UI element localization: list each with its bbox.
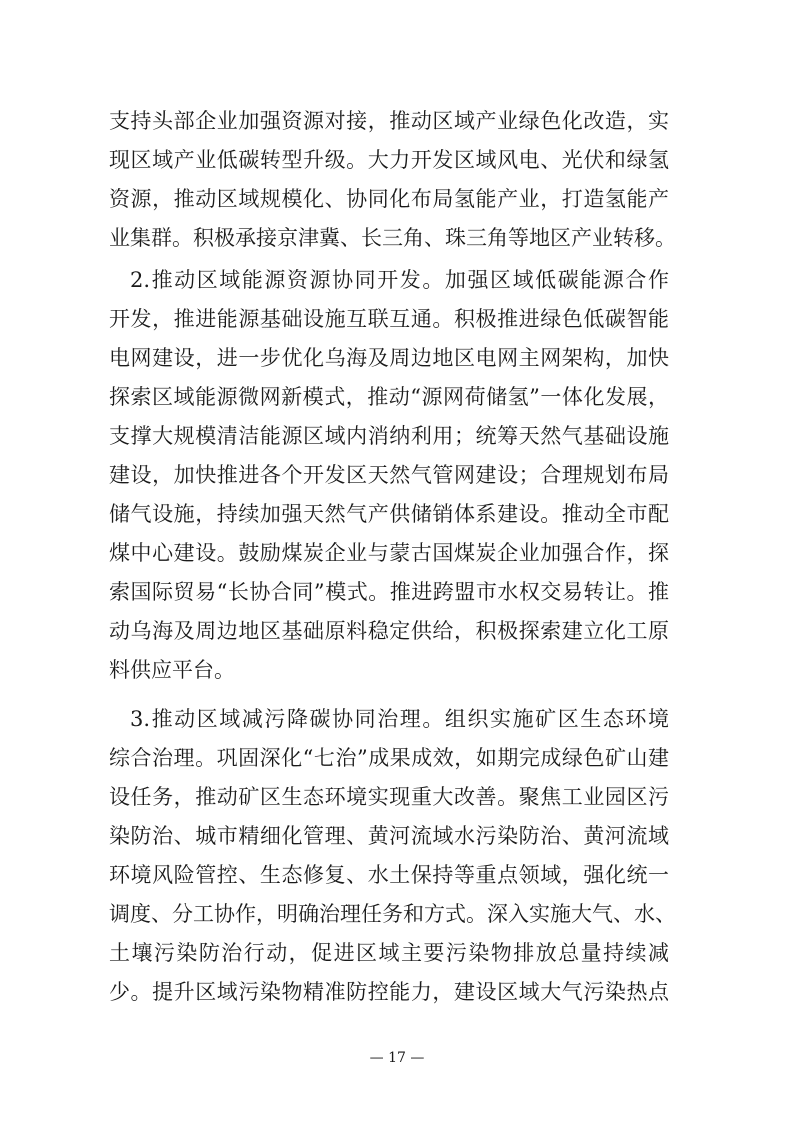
- page-number: — 17 —: [369, 1050, 425, 1066]
- section-heading-line: 3.推动区域减污降碳协同治理。组织实施矿区生态环境: [130, 707, 669, 731]
- text-line: 动乌海及周边地区基础原料稳定供给，积极探索建立化工原: [109, 619, 669, 643]
- text-line: 设任务，推动矿区生态环境实现重大改善。聚焦工业园区污: [109, 785, 669, 809]
- text-line: 储气设施，持续加强天然气产供储销体系建设。推动全市配: [109, 502, 669, 526]
- text-line: 电网建设，进一步优化乌海及周边地区电网主网架构，加快: [109, 346, 669, 370]
- text-line: 少。提升区域污染物精准防控能力，建设区域大气污染热点: [109, 980, 669, 1004]
- text-line: 资源，推动区域规模化、协同化布局氢能产业，打造氢能产: [109, 187, 669, 211]
- text-line: 现区域产业低碳转型升级。大力开发区域风电、光伏和绿氢: [109, 148, 669, 172]
- text-line: 开发，推进能源基础设施互联互通。积极推进绿色低碳智能: [109, 307, 669, 331]
- text-line: 调度、分工协作，明确治理任务和方式。深入实施大气、水、: [109, 902, 676, 926]
- text-line: 索国际贸易“长协合同”模式。推进跨盟市水权交易转让。推: [109, 580, 669, 604]
- text-line: 业集群。积极承接京津冀、长三角、珠三角等地区产业转移。: [109, 226, 676, 250]
- text-line: 综合治理。巩固深化“七治”成果成效，如期完成绿色矿山建: [109, 746, 669, 770]
- text-line: 染防治、城市精细化管理、黄河流域水污染防治、黄河流域: [109, 824, 669, 848]
- text-line: 土壤污染防治行动，促进区域主要污染物排放总量持续减: [109, 941, 669, 965]
- text-line: 环境风险管控、生态修复、水土保持等重点领域，强化统一: [109, 863, 669, 887]
- section-heading-line: 2.推动区域能源资源协同开发。加强区域低碳能源合作: [130, 268, 669, 292]
- text-line: 建设，加快推进各个开发区天然气管网建设；合理规划布局: [109, 463, 669, 487]
- text-line: 探索区域能源微网新模式，推动“源网荷储氢”一体化发展，: [109, 385, 669, 409]
- text-line: 料供应平台。: [109, 658, 235, 682]
- text-line: 煤中心建设。鼓励煤炭企业与蒙古国煤炭企业加强合作，探: [109, 541, 669, 565]
- text-line: 支撑大规模清洁能源区域内消纳利用；统筹天然气基础设施: [109, 424, 669, 448]
- text-line: 支持头部企业加强资源对接，推动区域产业绿色化改造，实: [109, 109, 669, 133]
